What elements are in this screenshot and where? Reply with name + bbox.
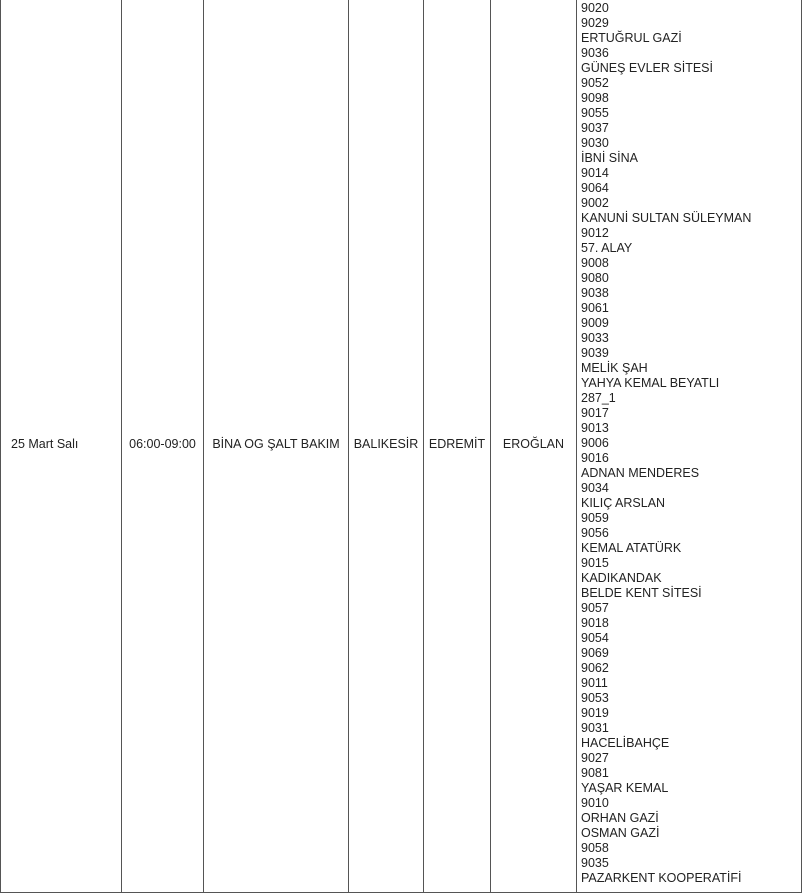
street-item: 9017 xyxy=(581,406,609,420)
street-item: 9058 xyxy=(581,841,609,855)
street-item: OSMAN GAZİ xyxy=(581,826,660,840)
street-item: MELİK ŞAH xyxy=(581,361,648,375)
street-item: 9018 xyxy=(581,616,609,630)
street-item: 9013 xyxy=(581,421,609,435)
date-cell: 25 Mart Salı xyxy=(1,0,122,893)
street-item: 9011 xyxy=(581,676,608,690)
street-item: 9052 xyxy=(581,76,609,90)
street-item: 9014 xyxy=(581,166,609,180)
reason-cell: BİNA OG ŞALT BAKIM xyxy=(204,0,349,893)
street-item: 9016 xyxy=(581,451,609,465)
street-item: 9031 xyxy=(581,721,609,735)
street-item: 9080 xyxy=(581,271,609,285)
street-item: PAZARKENT KOOPERATİFİ xyxy=(581,871,742,885)
street-item: 9059 xyxy=(581,511,609,525)
street-item: 9038 xyxy=(581,286,609,300)
table-row xyxy=(1,0,802,893)
street-item: KADIKANDAK xyxy=(581,571,662,585)
street-item: 287_1 xyxy=(581,391,616,405)
street-item: KILIÇ ARSLAN xyxy=(581,496,666,510)
street-item: 9081 xyxy=(581,766,609,780)
streets-cell xyxy=(577,0,802,893)
street-item: 9010 xyxy=(581,796,609,810)
street-item: 9033 xyxy=(581,331,609,345)
district-cell: EDREMİT xyxy=(424,0,491,893)
province-cell: BALIKESİR xyxy=(349,0,424,893)
street-item: 9057 xyxy=(581,601,609,615)
street-item: 9034 xyxy=(581,481,609,495)
street-item: 9020 xyxy=(581,1,609,15)
street-item: 9037 xyxy=(581,121,609,135)
street-item: BELDE KENT SİTESİ xyxy=(581,586,702,600)
street-item: GÜNEŞ EVLER SİTESİ xyxy=(581,61,713,75)
street-item: 9012 xyxy=(581,226,609,240)
time-cell: 06:00-09:00 xyxy=(122,0,204,893)
street-item: 9062 xyxy=(581,661,609,675)
street-item: İBNİ SİNA xyxy=(581,151,638,165)
street-item: 9008 xyxy=(581,256,609,270)
street-item: 9064 xyxy=(581,181,609,195)
street-item: KANUNİ SULTAN SÜLEYMAN xyxy=(581,211,752,225)
street-item: 9030 xyxy=(581,136,609,150)
street-item: 9009 xyxy=(581,316,609,330)
street-item: KEMAL ATATÜRK xyxy=(581,541,682,555)
street-item: 9053 xyxy=(581,691,609,705)
street-item: ORHAN GAZİ xyxy=(581,811,659,825)
street-item: 9055 xyxy=(581,106,609,120)
street-item: HACELİBAHÇE xyxy=(581,736,670,750)
street-item: 9039 xyxy=(581,346,609,360)
street-item: 9035 xyxy=(581,856,609,870)
neighborhood-cell: EROĞLAN xyxy=(491,0,577,893)
street-item: 9054 xyxy=(581,631,609,645)
street-item: ERTUĞRUL GAZİ xyxy=(581,31,682,45)
street-item: ADNAN MENDERES xyxy=(581,466,700,480)
street-item: 9002 xyxy=(581,196,609,210)
street-item: 9015 xyxy=(581,556,609,570)
street-list xyxy=(581,1,801,886)
street-item: 9006 xyxy=(581,436,609,450)
street-item: 57. ALAY xyxy=(581,241,633,255)
street-item: 9098 xyxy=(581,91,609,105)
street-item: 9019 xyxy=(581,706,609,720)
street-item: 9056 xyxy=(581,526,609,540)
street-item: 9036 xyxy=(581,46,609,60)
street-item: 9061 xyxy=(581,301,609,315)
street-item: YAŞAR KEMAL xyxy=(581,781,669,795)
street-item: 9069 xyxy=(581,646,609,660)
street-item: 9029 xyxy=(581,16,609,30)
street-item: 9027 xyxy=(581,751,609,765)
street-item: YAHYA KEMAL BEYATLI xyxy=(581,376,720,390)
